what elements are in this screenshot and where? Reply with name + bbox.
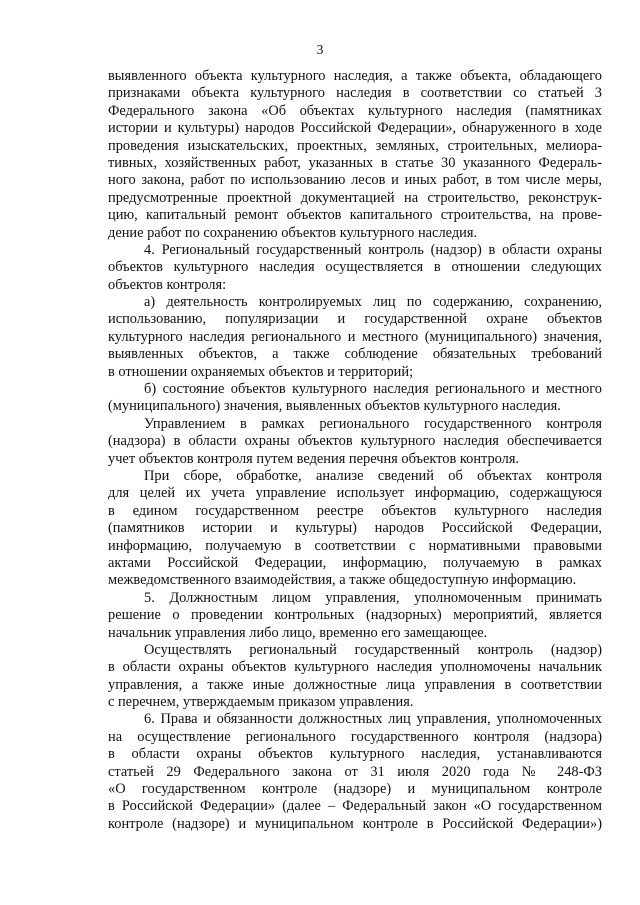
text-line: (муниципального) значения, выявленных объектов культурного наследия.: [108, 398, 561, 415]
text-line: Осуществлять региональный государственный контроль (надзор): [144, 641, 602, 658]
text-line: При сборе, обработке, анализе сведений об объектах контроля: [144, 467, 602, 484]
text-line: актами Российской Федерации, информацию, получаемую в рамках: [108, 554, 602, 571]
text-line: проведения изыскательских, проектных, земляных, строительных, мелиора-: [108, 137, 602, 154]
text-line: контроле (надзоре) и муниципальном контроле в Российской Федерации»): [108, 815, 602, 832]
text-line: для целей их учета управление использует информацию, содержащуюся: [108, 485, 602, 502]
text-line: на осуществление регионального государственного контроля (надзора): [108, 728, 602, 745]
text-line: цию, капитальный ремонт объектов капитального строительства, на прове-: [108, 207, 602, 224]
text-line: (памятников истории и культуры) народов Российской Федерации,: [108, 520, 602, 537]
text-line: Федерального закона «Об объектах культурного наследия (памятниках: [108, 102, 602, 119]
text-line: ного закона, работ по использованию лесов и иных работ, в том числе меры,: [108, 172, 602, 189]
page-number: 3: [316, 42, 324, 57]
text-line: истории и культуры) народов Российской Федерации», обнаруженного в ходе: [108, 120, 602, 137]
text-line: объектов контроля:: [108, 276, 227, 293]
text-line: начальник управления либо лицо, временно его замещающее.: [108, 624, 488, 641]
text-line: статьей 29 Федерального закона от 31 июля 2020 года № 248-ФЗ: [108, 763, 602, 780]
text-line: использованию, популяризации и государственной охране объектов: [108, 311, 602, 328]
text-line: дение работ по сохранению объектов культурного наследия.: [108, 224, 478, 241]
text-line: учет объектов контроля путем ведения перечня объектов контроля.: [108, 450, 520, 467]
text-line: в области охраны объектов культурного наследия, устанавливаются: [108, 746, 602, 763]
text-line: решение о проведении контрольных (надзорных) мероприятий, является: [108, 607, 602, 624]
text-line: тивных, хозяйственных работ, указанных в статье 30 указанного Федераль-: [108, 154, 602, 171]
text-line: 6. Права и обязанности должностных лиц управления, уполномоченных: [144, 711, 602, 728]
text-line: а) деятельность контролируемых лиц по содержанию, сохранению,: [144, 294, 602, 311]
text-line: в Российской Федерации» (далее – Федеральный закон «О государственном: [108, 798, 602, 815]
text-line: управления, а также иные должностные лица управления в соответствии: [108, 676, 602, 693]
text-line: культурного наследия регионального и местного (муниципального) значения,: [108, 328, 602, 345]
text-line: 5. Должностным лицом управления, уполномоченным принимать: [144, 589, 602, 606]
document-body: [108, 68, 602, 833]
text-line: в едином государственном реестре объектов культурного наследия: [108, 502, 602, 519]
text-line: признаками объекта культурного наследия в соответствии со статьей 3: [108, 85, 602, 102]
text-line: межведомственного взаимодействия, а также общедоступную информацию.: [108, 572, 577, 589]
text-line: предусмотренные проектной документацией на строительство, реконструк-: [108, 189, 602, 206]
text-line: с перечнем, утверждаемым приказом управления.: [108, 694, 414, 711]
text-line: в отношении охраняемых объектов и территорий;: [108, 363, 414, 380]
text-line: Управлением в рамках регионального государственного контроля: [144, 415, 602, 432]
text-line: (надзора) в области охраны объектов культурного наследия обеспечивается: [108, 433, 602, 450]
text-line: 4. Региональный государственный контроль (надзор) в области охраны: [144, 241, 602, 258]
text-line: «О государственном контроле (надзоре) и муниципальном контроле: [108, 781, 602, 798]
text-line: б) состояние объектов культурного наследия регионального и местного: [144, 381, 602, 398]
text-line: в области охраны объектов культурного наследия уполномочены начальник: [108, 659, 602, 676]
text-line: выявленных объектов, а также соблюдение обязательных требований: [108, 346, 602, 363]
text-line: выявленного объекта культурного наследия, а также объекта, обладающего: [108, 68, 602, 84]
text-line: информацию, получаемую в соответствии с нормативными правовыми: [108, 537, 602, 554]
text-line: объектов культурного наследия осуществляется в отношении следующих: [108, 259, 602, 276]
